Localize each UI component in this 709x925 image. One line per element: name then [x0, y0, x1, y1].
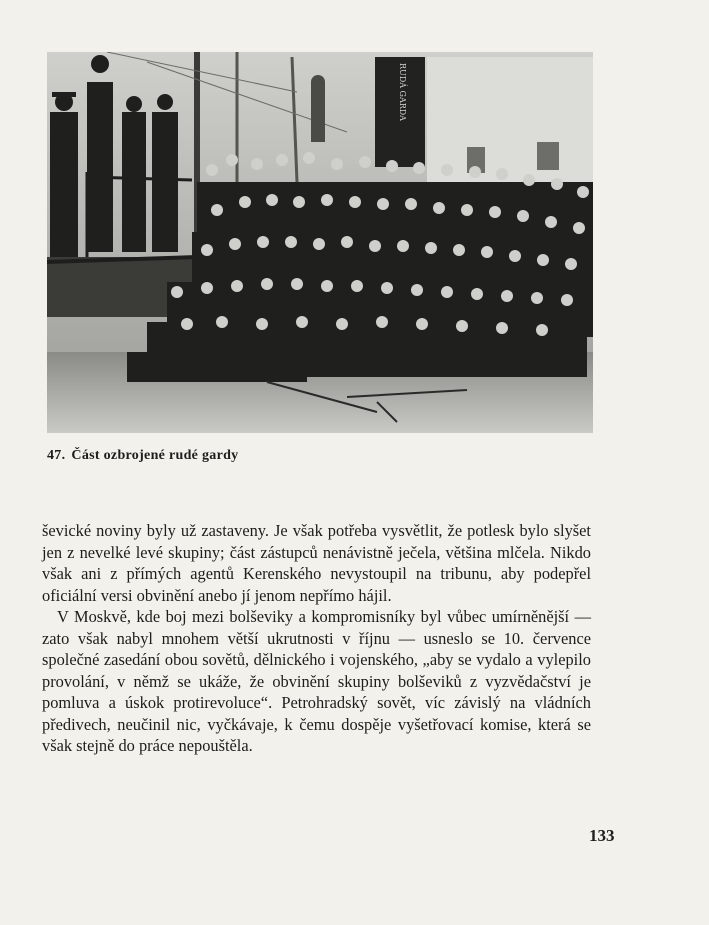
paragraph: ševické noviny byly už zastaveny. Je však potřeba vysvětlit, že potlesk bylo slyšet jen z nevelké levé skupiny; část zástupců nenávistně ječela, většina mlčela. Nikdo však ani z přímých agentů Kerenského nevystoupil na tribunu, aby podepřel oficiální versi obvinění anebo jí jenom nepřímo hájil.	[42, 521, 591, 605]
figure-number: 47.	[47, 448, 66, 463]
photo-image	[47, 52, 593, 433]
svg-text:RUDÁ GARDA: RUDÁ GARDA	[398, 63, 407, 121]
figure-caption-text: Část ozbrojené rudé gardy	[71, 448, 239, 463]
historical-photograph	[47, 52, 593, 433]
paragraph: V Moskvě, kde boj mezi bolševiky a kompromisníky byl vůbec umírněnější — zato však nabyl mnohem větší ukrutnosti v říjnu — usneslo se 10. července společné zasedání obou sovětů, dělnického i vojenského, „aby se vydalo a vylepilo provolání, v němž se ukáže, že obvinění skupiny bolševiků z vyzvědačství je pomluva a úskok protirevoluce“. Petrohradský sovět, víc závislý na vládních předivech, neučinil nic, vyčkávaje, k čemu dospěje vyšetřovací komise, která se však stejně do práce nepouštěla.	[42, 607, 591, 755]
page-number: 133	[589, 826, 615, 845]
figure-caption	[47, 448, 238, 464]
banner-text	[398, 63, 407, 121]
body-text	[42, 520, 591, 757]
